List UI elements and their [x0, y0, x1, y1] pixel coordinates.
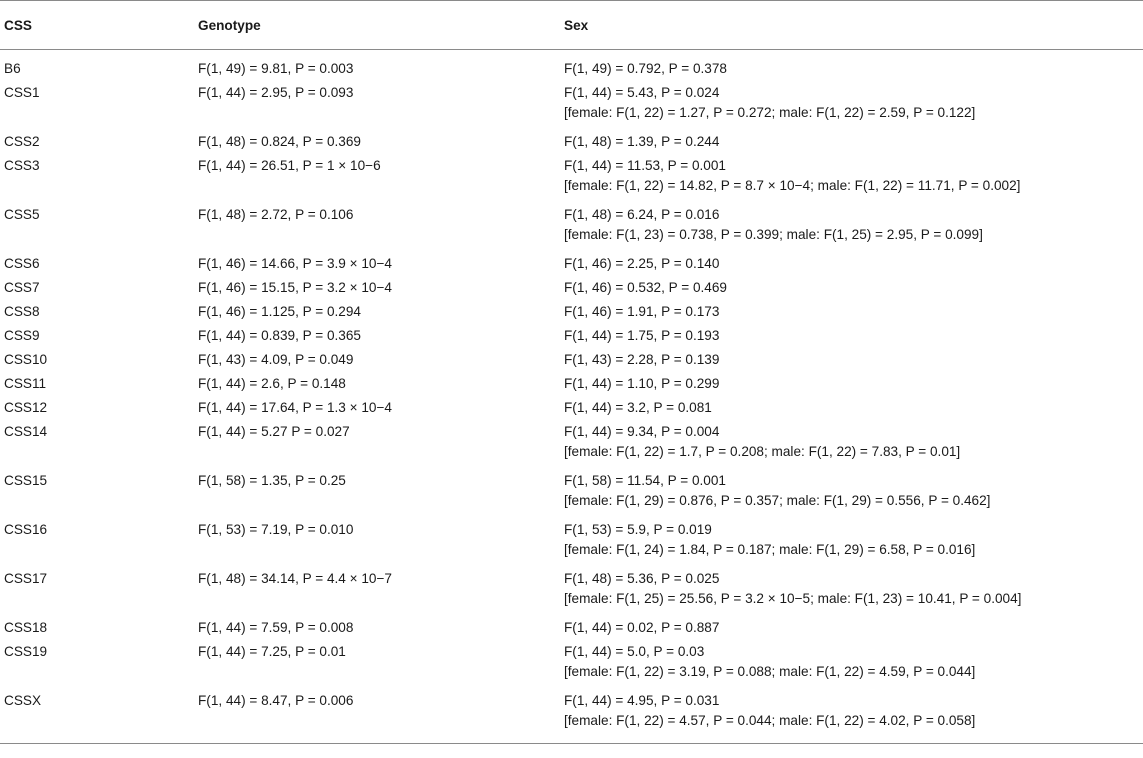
- table-row: [0, 688, 1143, 737]
- sex-breakdown: [female: F(1, 22) = 14.82, P = 8.7 × 10−4; male: F(1, 22) = 11.71, P = 0.002]: [564, 178, 1021, 193]
- sex-breakdown: [female: F(1, 22) = 4.57, P = 0.044; male: F(1, 22) = 4.02, P = 0.058]: [564, 713, 976, 728]
- cell-genotype: F(1, 46) = 1.125, P = 0.294: [198, 304, 361, 319]
- cell-css: CSS9: [4, 328, 40, 343]
- cell-css: CSSX: [4, 693, 42, 708]
- sex-breakdown: [female: F(1, 29) = 0.876, P = 0.357; male: F(1, 29) = 0.556, P = 0.462]: [564, 493, 991, 508]
- cell-genotype: F(1, 44) = 26.51, P = 1 × 10−6: [198, 158, 381, 173]
- table-row: [0, 615, 1143, 639]
- cell-sex: [564, 251, 1143, 275]
- cell-css: CSS5: [4, 207, 40, 222]
- header-sex: Sex: [564, 17, 589, 33]
- cell-genotype: F(1, 58) = 1.35, P = 0.25: [198, 473, 346, 488]
- cell-sex: [564, 299, 1143, 323]
- table-header: [0, 1, 1143, 50]
- cell-genotype: F(1, 44) = 7.25, P = 0.01: [198, 644, 346, 659]
- cell-genotype: F(1, 44) = 7.59, P = 0.008: [198, 620, 354, 635]
- cell-genotype: F(1, 44) = 2.95, P = 0.093: [198, 85, 354, 100]
- cell-sex: [564, 347, 1143, 371]
- cell-sex: [564, 688, 1143, 737]
- cell-sex: [564, 153, 1143, 202]
- sex-statistic: F(1, 44) = 5.43, P = 0.024: [564, 85, 720, 100]
- cell-css: CSS6: [4, 256, 40, 271]
- sex-statistic: F(1, 46) = 1.91, P = 0.173: [564, 304, 720, 319]
- cell-css: CSS3: [4, 158, 40, 173]
- table-row: [0, 347, 1143, 371]
- cell-css: CSS17: [4, 571, 48, 586]
- table-body: [0, 50, 1143, 743]
- table-row: [0, 275, 1143, 299]
- table-row: [0, 419, 1143, 468]
- cell-css: CSS11: [4, 376, 47, 391]
- table-row: [0, 517, 1143, 566]
- cell-genotype: F(1, 46) = 15.15, P = 3.2 × 10−4: [198, 280, 392, 295]
- cell-css: CSS16: [4, 522, 48, 537]
- sex-statistic: F(1, 46) = 2.25, P = 0.140: [564, 256, 720, 271]
- cell-sex: [564, 323, 1143, 347]
- table-row: [0, 153, 1143, 202]
- cell-genotype: F(1, 48) = 0.824, P = 0.369: [198, 134, 361, 149]
- sex-statistic: F(1, 43) = 2.28, P = 0.139: [564, 352, 720, 367]
- table-row: [0, 251, 1143, 275]
- table-row: [0, 468, 1143, 517]
- cell-css: CSS19: [4, 644, 48, 659]
- table-row: [0, 202, 1143, 251]
- sex-statistic: F(1, 49) = 0.792, P = 0.378: [564, 61, 727, 76]
- sex-breakdown: [female: F(1, 24) = 1.84, P = 0.187; male: F(1, 29) = 6.58, P = 0.016]: [564, 542, 976, 557]
- sex-statistic: F(1, 44) = 1.75, P = 0.193: [564, 328, 720, 343]
- cell-css: CSS2: [4, 134, 40, 149]
- sex-breakdown: [female: F(1, 22) = 1.7, P = 0.208; male: F(1, 22) = 7.83, P = 0.01]: [564, 444, 961, 459]
- cell-sex: [564, 639, 1143, 688]
- cell-css: CSS7: [4, 280, 40, 295]
- cell-css: CSS1: [4, 85, 40, 100]
- sex-statistic: F(1, 48) = 5.36, P = 0.025: [564, 571, 720, 586]
- cell-genotype: F(1, 44) = 2.6, P = 0.148: [198, 376, 346, 391]
- header-genotype: Genotype: [198, 17, 261, 33]
- cell-sex: [564, 395, 1143, 419]
- table-row: [0, 395, 1143, 419]
- table-row: [0, 80, 1143, 129]
- table-row: [0, 566, 1143, 615]
- sex-statistic: F(1, 44) = 1.10, P = 0.299: [564, 376, 720, 391]
- table-row: [0, 129, 1143, 153]
- cell-genotype: F(1, 44) = 5.27 P = 0.027: [198, 424, 350, 439]
- sex-statistic: F(1, 44) = 4.95, P = 0.031: [564, 693, 720, 708]
- table-row: [0, 371, 1143, 395]
- cell-genotype: F(1, 44) = 0.839, P = 0.365: [198, 328, 361, 343]
- sex-statistic: F(1, 44) = 5.0, P = 0.03: [564, 644, 705, 659]
- cell-css: CSS15: [4, 473, 48, 488]
- cell-genotype: F(1, 44) = 8.47, P = 0.006: [198, 693, 354, 708]
- cell-sex: [564, 202, 1143, 251]
- cell-genotype: F(1, 44) = 17.64, P = 1.3 × 10−4: [198, 400, 392, 415]
- cell-genotype: F(1, 53) = 7.19, P = 0.010: [198, 522, 354, 537]
- sex-breakdown: [female: F(1, 25) = 25.56, P = 3.2 × 10−5; male: F(1, 23) = 10.41, P = 0.004]: [564, 591, 1022, 606]
- cell-sex: [564, 517, 1143, 566]
- table-row: [0, 299, 1143, 323]
- table-row: [0, 56, 1143, 80]
- cell-genotype: F(1, 48) = 2.72, P = 0.106: [198, 207, 354, 222]
- cell-sex: [564, 615, 1143, 639]
- cell-css: CSS12: [4, 400, 48, 415]
- cell-sex: [564, 80, 1143, 129]
- cell-sex: [564, 275, 1143, 299]
- cell-css: CSS10: [4, 352, 48, 367]
- cell-css: B6: [4, 61, 21, 76]
- cell-genotype: F(1, 43) = 4.09, P = 0.049: [198, 352, 354, 367]
- sex-statistic: F(1, 48) = 1.39, P = 0.244: [564, 134, 720, 149]
- cell-genotype: F(1, 46) = 14.66, P = 3.9 × 10−4: [198, 256, 392, 271]
- table-row: [0, 639, 1143, 688]
- sex-breakdown: [female: F(1, 22) = 3.19, P = 0.088; male: F(1, 22) = 4.59, P = 0.044]: [564, 664, 976, 679]
- cell-genotype: F(1, 48) = 34.14, P = 4.4 × 10−7: [198, 571, 392, 586]
- sex-statistic: F(1, 48) = 6.24, P = 0.016: [564, 207, 720, 222]
- cell-sex: [564, 419, 1143, 468]
- cell-sex: [564, 468, 1143, 517]
- cell-genotype: F(1, 49) = 9.81, P = 0.003: [198, 61, 354, 76]
- cell-css: CSS14: [4, 424, 48, 439]
- cell-css: CSS18: [4, 620, 48, 635]
- sex-breakdown: [female: F(1, 23) = 0.738, P = 0.399; male: F(1, 25) = 2.95, P = 0.099]: [564, 227, 983, 242]
- sex-statistic: F(1, 44) = 0.02, P = 0.887: [564, 620, 720, 635]
- sex-statistic: F(1, 44) = 9.34, P = 0.004: [564, 424, 720, 439]
- sex-breakdown: [female: F(1, 22) = 1.27, P = 0.272; male: F(1, 22) = 2.59, P = 0.122]: [564, 105, 976, 120]
- cell-sex: [564, 566, 1143, 615]
- sex-statistic: F(1, 53) = 5.9, P = 0.019: [564, 522, 712, 537]
- cell-sex: [564, 371, 1143, 395]
- cell-sex: [564, 129, 1143, 153]
- header-css: CSS: [4, 17, 32, 33]
- sex-statistic: F(1, 44) = 11.53, P = 0.001: [564, 158, 726, 173]
- cell-sex: [564, 56, 1143, 80]
- sex-statistic: F(1, 44) = 3.2, P = 0.081: [564, 400, 712, 415]
- sex-statistic: F(1, 46) = 0.532, P = 0.469: [564, 280, 727, 295]
- cell-css: CSS8: [4, 304, 40, 319]
- table-row: [0, 323, 1143, 347]
- sex-statistic: F(1, 58) = 11.54, P = 0.001: [564, 473, 726, 488]
